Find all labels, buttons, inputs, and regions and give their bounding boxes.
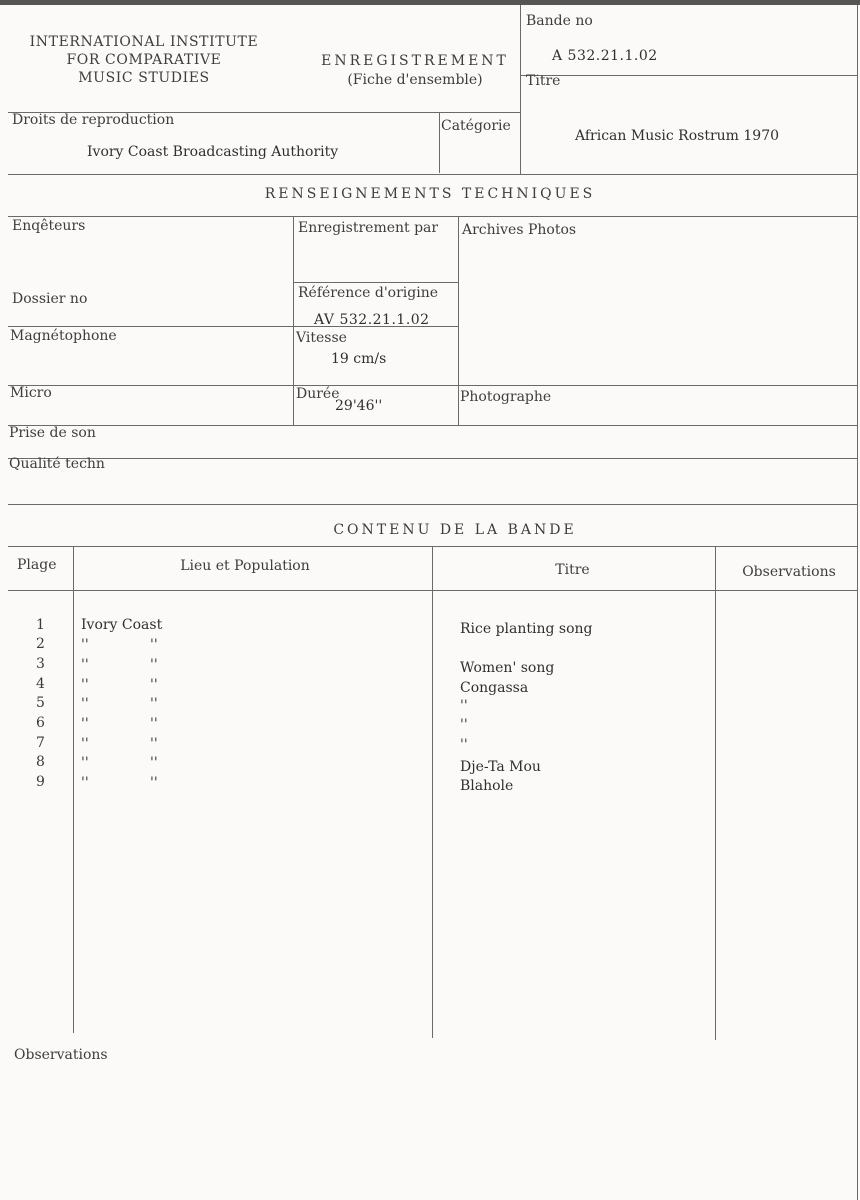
- divider: [520, 75, 858, 76]
- vitesse-value: 19 cm/s: [331, 351, 387, 367]
- observations-label: Observations: [14, 1047, 108, 1063]
- titre-value: African Music Rostrum 1970: [575, 128, 780, 144]
- enqueteurs-label: Enqêteurs: [12, 218, 86, 234]
- lieu-ditto: '': [81, 716, 89, 732]
- plage-number: 9: [36, 774, 45, 790]
- lieu-ditto: '': [150, 657, 158, 673]
- divider: [8, 504, 858, 505]
- titre-value: Rice planting song: [460, 621, 593, 637]
- column-header-titre: Titre: [555, 562, 590, 578]
- lieu-ditto: '': [81, 736, 89, 752]
- lieu-ditto: '': [81, 696, 89, 712]
- categorie-label: Catégorie: [441, 118, 511, 134]
- duree-label: Durée: [296, 386, 340, 402]
- divider: [8, 590, 858, 591]
- divider: [715, 546, 716, 1040]
- prise-de-son-label: Prise de son: [9, 425, 96, 441]
- plage-number: 1: [36, 617, 45, 633]
- form-subtitle: (Fiche d'ensemble): [347, 72, 483, 88]
- divider: [8, 458, 858, 459]
- plage-number: 3: [36, 656, 45, 672]
- bande-no-label: Bande no: [526, 13, 593, 29]
- divider: [8, 425, 858, 426]
- institute-name-line2: FOR COMPARATIVE: [66, 52, 222, 68]
- plage-number: 7: [36, 735, 45, 751]
- titre-ditto: '': [460, 698, 468, 714]
- bande-no-value: A 532.21.1.02: [552, 48, 658, 64]
- top-edge: [0, 0, 860, 5]
- droits-value: Ivory Coast Broadcasting Authority: [87, 144, 339, 160]
- divider: [293, 282, 458, 283]
- reference-label: Référence d'origine: [298, 285, 439, 301]
- plage-number: 2: [36, 636, 45, 652]
- divider: [520, 5, 521, 175]
- dossier-label: Dossier no: [12, 291, 88, 307]
- titre-ditto: '': [460, 737, 468, 753]
- lieu-ditto: '': [150, 716, 158, 732]
- column-header-plage: Plage: [17, 557, 57, 573]
- lieu-ditto: '': [81, 677, 89, 693]
- duree-value: 29'46'': [335, 398, 383, 414]
- lieu-ditto: '': [150, 637, 158, 653]
- institute-name-line3: MUSIC STUDIES: [78, 70, 210, 86]
- lieu-ditto: '': [150, 696, 158, 712]
- divider: [293, 216, 294, 426]
- titre-value: Dje-Ta Mou: [460, 759, 541, 775]
- titre-ditto: '': [460, 717, 468, 733]
- archives-photos-label: Archives Photos: [462, 222, 577, 238]
- form-title: ENREGISTREMENT: [321, 53, 509, 69]
- divider: [439, 112, 440, 173]
- divider: [8, 385, 858, 386]
- divider: [458, 216, 459, 426]
- column-header-lieu: Lieu et Population: [180, 558, 310, 574]
- divider: [73, 546, 74, 1033]
- section-title-contenu: CONTENU DE LA BANDE: [333, 522, 577, 538]
- lieu-ditto: '': [81, 657, 89, 673]
- photographe-label: Photographe: [460, 389, 552, 405]
- divider: [432, 546, 433, 1038]
- plage-number: 4: [36, 676, 45, 692]
- lieu-value: Ivory Coast: [81, 617, 163, 633]
- enregistrement-par-label: Enregistrement par: [298, 220, 439, 236]
- reference-value: AV 532.21.1.02: [314, 312, 430, 328]
- qualite-techn-label: Qualité techn: [9, 456, 105, 472]
- plage-number: 5: [36, 695, 45, 711]
- divider: [8, 174, 858, 175]
- lieu-ditto: '': [150, 736, 158, 752]
- lieu-ditto: '': [150, 775, 158, 791]
- lieu-ditto: '': [150, 755, 158, 771]
- vitesse-label: Vitesse: [296, 330, 347, 346]
- lieu-ditto: '': [81, 637, 89, 653]
- titre-value: Women' song: [460, 660, 555, 676]
- divider: [8, 216, 858, 217]
- divider: [8, 546, 858, 547]
- titre-value: Blahole: [460, 778, 514, 794]
- lieu-ditto: '': [81, 755, 89, 771]
- plage-number: 6: [36, 715, 45, 731]
- institute-name-line1: INTERNATIONAL INSTITUTE: [29, 34, 259, 50]
- micro-label: Micro: [10, 385, 52, 401]
- column-header-observations: Observations: [742, 564, 836, 580]
- lieu-ditto: '': [150, 677, 158, 693]
- plage-number: 8: [36, 754, 45, 770]
- droits-label: Droits de reproduction: [12, 112, 175, 128]
- titre-value: Congassa: [460, 680, 529, 696]
- titre-label: Titre: [526, 73, 561, 89]
- section-title-technique: RENSEIGNEMENTS TECHNIQUES: [264, 186, 596, 202]
- page-right-border: [857, 5, 858, 1200]
- lieu-ditto: '': [81, 775, 89, 791]
- magnetophone-label: Magnétophone: [10, 328, 117, 344]
